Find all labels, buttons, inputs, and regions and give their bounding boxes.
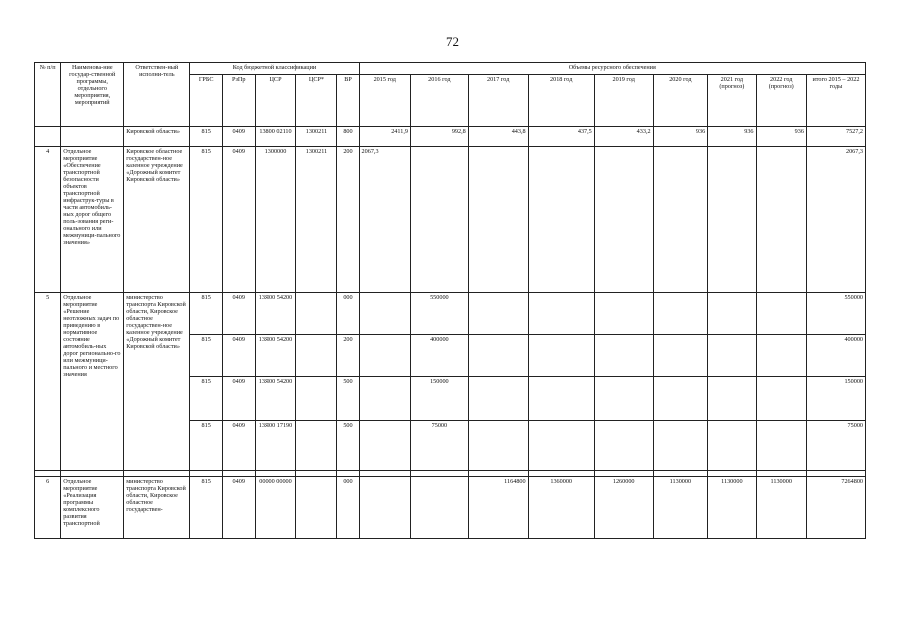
cell-responsible: Кировской области»	[124, 127, 190, 147]
cell-vr: 500	[337, 421, 359, 471]
header-year-2015: 2015 год	[359, 75, 410, 127]
cell-2015: 2411,9	[359, 127, 410, 147]
cell-responsible: министерство транспорта Кировской области, Кировское областное государствен-ное казенное учреждение «Дорожный комитет Кировской области»	[124, 293, 190, 471]
header-num: № п/п	[35, 63, 61, 127]
cell-vr: 200	[337, 147, 359, 293]
header-budget-code: Код бюджетной классификации	[190, 63, 359, 75]
cell-2021: 1130000	[708, 477, 756, 539]
cell-grbs: 815	[190, 147, 223, 293]
header-year-2020: 2020 год	[653, 75, 708, 127]
table-row	[35, 127, 866, 147]
header-year-2022: 2022 год (прогноз)	[756, 75, 806, 127]
header-year-2021: 2021 год (прогноз)	[708, 75, 756, 127]
header-year-2018: 2018 год	[528, 75, 594, 127]
cell-csr: 13Я00 54200	[255, 377, 296, 421]
header-year-2019: 2019 год	[594, 75, 653, 127]
cell-csr: 13Я00 54200	[255, 293, 296, 335]
cell-total: 7527,2	[806, 127, 865, 147]
cell-num: 5	[35, 293, 61, 471]
cell-rzpr: 0409	[222, 377, 255, 421]
cell-csr2: 1300211	[296, 147, 337, 293]
cell-rzpr: 0409	[222, 477, 255, 539]
cell-grbs: 815	[190, 293, 223, 335]
cell-grbs: 815	[190, 335, 223, 377]
cell-csr: 13Я00 54200	[255, 335, 296, 377]
cell-2020: 1130000	[653, 477, 708, 539]
cell-2022: 1130000	[756, 477, 806, 539]
cell-vr: 500	[337, 377, 359, 421]
cell-rzpr: 0409	[222, 147, 255, 293]
table-row	[35, 147, 866, 293]
cell-name: Отдельное мероприятие «Решение неотложных задач по приведению в нормативное состояние автомобиль-ных дорог регионально-го или межмуници-пального и местного значения	[61, 293, 124, 471]
header-grbs: ГРБС	[190, 75, 223, 127]
cell-grbs: 815	[190, 421, 223, 471]
cell-num: 4	[35, 147, 61, 293]
cell-2018: 1360000	[528, 477, 594, 539]
cell-2019: 1260000	[594, 477, 653, 539]
cell-vr: 000	[337, 477, 359, 539]
page-number: 72	[446, 34, 459, 49]
cell-grbs: 815	[190, 477, 223, 539]
cell-2018: 437,5	[528, 127, 594, 147]
cell-csr: 00000 00000	[255, 477, 296, 539]
cell-2016: 550000	[410, 293, 468, 335]
cell-2017: 443,8	[468, 127, 528, 147]
cell-responsible: министерство транспорта Кировской области, Кировское областное государствен-	[124, 477, 190, 539]
table-row	[35, 477, 866, 539]
cell-rzpr: 0409	[222, 127, 255, 147]
cell-total: 400000	[806, 335, 865, 377]
cell-csr2: 1300211	[296, 127, 337, 147]
cell-vr: 800	[337, 127, 359, 147]
resource-table	[34, 62, 866, 539]
cell-2016: 75000	[410, 421, 468, 471]
cell-grbs: 815	[190, 127, 223, 147]
cell-grbs: 815	[190, 377, 223, 421]
header-name: Наименова-ние государ-ственной программы, отдельного мероприятия, мероприятий	[61, 63, 124, 127]
header-vr: ВР	[337, 75, 359, 127]
cell-total: 75000	[806, 421, 865, 471]
cell-csr: 13Я00 17190	[255, 421, 296, 471]
cell-num: 6	[35, 477, 61, 539]
cell-2016: 400000	[410, 335, 468, 377]
cell-2016: 992,8	[410, 127, 468, 147]
header-responsible: Ответствен-ный исполни-тель	[124, 63, 190, 127]
cell-total: 150000	[806, 377, 865, 421]
cell-vr: 200	[337, 335, 359, 377]
cell-2015: 2067,3	[359, 147, 410, 293]
cell-csr: 13800 02110	[255, 127, 296, 147]
cell-2021: 936	[708, 127, 756, 147]
header-csr2: ЦСР*	[296, 75, 337, 127]
cell-rzpr: 0409	[222, 293, 255, 335]
cell-name: Отдельное мероприятие «Реализация программы комплексного развития транспортной	[61, 477, 124, 539]
header-year-2017: 2017 год	[468, 75, 528, 127]
header-year-2016: 2016 год	[410, 75, 468, 127]
cell-total: 2067,3	[806, 147, 865, 293]
cell-total: 7264800	[806, 477, 865, 539]
cell-total: 550000	[806, 293, 865, 335]
cell-name: Отдельное мероприятие «Обеспечение транспортной безопасности объектов транспортной инфраструк-туры в части автомобиль-ных дорог общего поль-зования реги-онального или межмуници-пального значения»	[61, 147, 124, 293]
cell-vr: 000	[337, 293, 359, 335]
cell-2016: 150000	[410, 377, 468, 421]
cell-csr: 1300000	[255, 147, 296, 293]
table-row	[35, 293, 866, 335]
cell-rzpr: 0409	[222, 335, 255, 377]
header-resources: Объемы ресурсного обеспечения	[359, 63, 865, 75]
cell-2017: 1164800	[468, 477, 528, 539]
cell-2019: 433,2	[594, 127, 653, 147]
header-total: итого 2015 – 2022 годы	[806, 75, 865, 127]
cell-responsible: Кировское областное государствен-ное казенное учреждение «Дорожный комитет Кировской области»	[124, 147, 190, 293]
header-rzpr: РзПр	[222, 75, 255, 127]
cell-rzpr: 0409	[222, 421, 255, 471]
cell-2022: 936	[756, 127, 806, 147]
cell-2020: 936	[653, 127, 708, 147]
header-csr: ЦСР	[255, 75, 296, 127]
